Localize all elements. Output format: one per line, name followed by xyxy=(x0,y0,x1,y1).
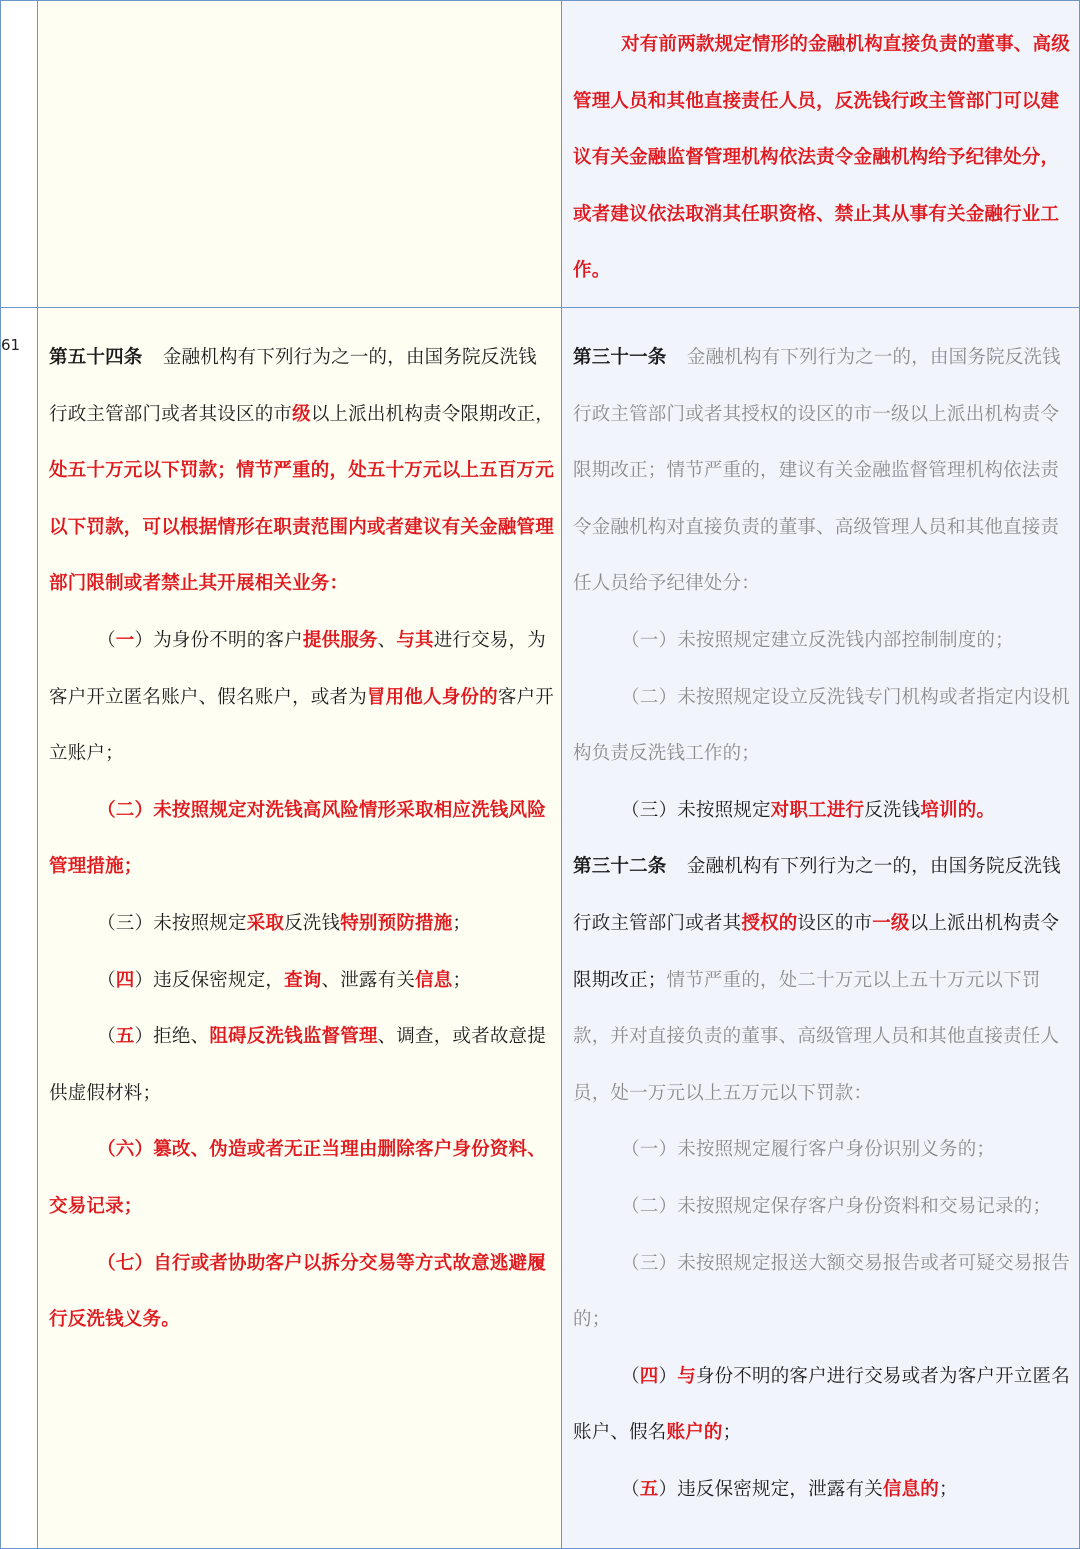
old-item-7: （七）自行或者协助客户以拆分交易等方式故意逃避履行反洗钱义务。 xyxy=(49,1252,546,1331)
art32-item-4: （四）与身份不明的客户进行交易或者为客户开立匿名账户、假名账户的； xyxy=(573,1365,1070,1444)
article-31-intro: 第三十一条 金融机构有下列行为之一的，由国务院反洗钱行政主管部门或者其授权的设区的市一级以上派出机构责令限期改正；情节严重的，建议有关金融监督管理机构依法责令金融机构对直接负责的董事、高级管理人员和其他直接责任人员给予纪律处分： xyxy=(573,347,1061,595)
old-item-5: （五）拒绝、阻碍反洗钱监督管理、调查，或者故意提供虚假材料； xyxy=(49,1026,546,1104)
old-item-3: （三）未按照规定采取反洗钱特别预防措施； xyxy=(97,912,472,934)
art31-item-2: （二）未按照规定设立反洗钱专门机构或者指定内设机构负责反洗钱工作的； xyxy=(573,686,1070,765)
old-item-6: （六）篡改、伪造或者无正当理由删除客户身份资料、交易记录； xyxy=(49,1139,546,1217)
art31-item-3: （三）未按照规定对职工进行反洗钱培训的。 xyxy=(621,799,996,821)
table-row xyxy=(1,1,1080,308)
art32-item-2: （二）未按照规定保存客户身份资料和交易记录的； xyxy=(621,1195,1052,1217)
row-number: 61 xyxy=(1,308,38,1549)
art31-item-1: （一）未按照规定建立反洗钱内部控制制度的； xyxy=(621,629,1014,651)
old-item-2: （二）未按照规定对洗钱高风险情形采取相应洗钱风险管理措施； xyxy=(49,799,546,878)
old-item-1: （一）为身份不明的客户提供服务、与其进行交易，为客户开立匿名账户、假名账户，或者为冒用他人身份的客户开立账户； xyxy=(49,629,554,765)
new-text-cell xyxy=(562,308,1080,1549)
article-54-intro: 第五十四条 金融机构有下列行为之一的，由国务院反洗钱行政主管部门或者其设区的市级以上派出机构责令限期改正，处五十万元以下罚款；情节严重的，处五十万元以上五百万元以下罚款，可以根据情形在职责范围内或者建议有关金融管理部门限制或者禁止其开展相关业务： xyxy=(49,347,554,595)
article-title: 第三十一条 xyxy=(573,347,667,368)
new-text-cell xyxy=(562,1,1080,308)
table-row xyxy=(1,308,1080,1549)
art32-item-3: （三）未按照规定报送大额交易报告或者可疑交易报告的； xyxy=(573,1252,1070,1331)
new-paragraph: 对有前两款规定情形的金融机构直接负责的董事、高级管理人员和其他直接责任人员，反洗钱行政主管部门可以建议有关金融监督管理机构依法责令金融机构给予纪律处分，或者建议依法取消其任职资格、禁止其从事有关金融行业工作。 xyxy=(573,34,1070,282)
old-item-4: （四）违反保密规定，查询、泄露有关信息； xyxy=(97,969,472,991)
art32-item-5: （五）违反保密规定，泄露有关信息的； xyxy=(621,1478,958,1500)
old-text-cell xyxy=(38,1,562,308)
article-title: 第五十四条 xyxy=(49,347,143,368)
article-32-intro: 第三十二条 金融机构有下列行为之一的，由国务院反洗钱行政主管部门或者其授权的设区的市一级以上派出机构责令限期改正；情节严重的，处二十万元以上五十万元以下罚款，并对直接负责的董事、高级管理人员和其他直接责任人员，处一万元以上五万元以下罚款： xyxy=(573,856,1061,1104)
art32-item-1: （一）未按照规定履行客户身份识别义务的； xyxy=(621,1139,996,1161)
old-text-cell xyxy=(38,308,562,1549)
row-number-cell xyxy=(1,1,38,308)
article-title: 第三十二条 xyxy=(573,856,667,878)
